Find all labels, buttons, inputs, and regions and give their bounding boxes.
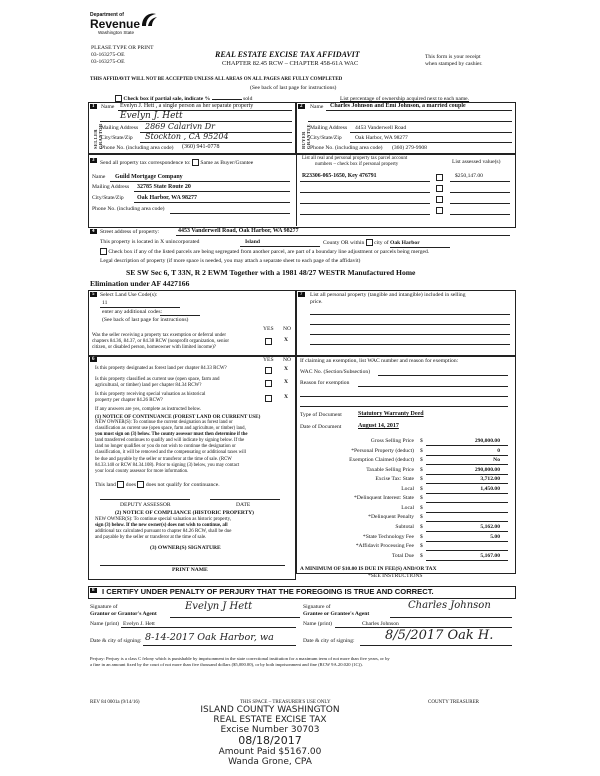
- tax-row-value: 5.00: [490, 533, 500, 540]
- tax-row-line: [426, 521, 508, 522]
- forest-q1-yes-checkbox[interactable]: [265, 367, 272, 374]
- segregated-row: [100, 248, 429, 256]
- print-type-note: PLEASE TYPE OR PRINT: [91, 45, 154, 51]
- buyer-mailing-label: Mailing Address: [310, 125, 348, 131]
- owner-signature-label: (3) OWNER(S) SIGNATURE: [150, 545, 221, 551]
- tax-row-line: [426, 560, 508, 561]
- additional-codes-label: enter any additional codes:: [102, 309, 163, 315]
- forest-question-1: Is this property designated as forest land per chapter 84.33 RCW?: [95, 366, 227, 371]
- personal-property-label-1: List all personal property (tangible and intangible) included in selling: [310, 292, 466, 298]
- buyer-side-label: BUYER GRANTEE: [301, 124, 311, 149]
- perjury-line-2: a fine in an amount fixed by the court of not more than five thousand dollars ($5,000.00), or by both imprisonment and fine (RCW 9A.20.020 (1C)).: [90, 662, 363, 667]
- seller-signature-name: Evelyn J. Hett: [120, 111, 183, 121]
- tax-row-currency: $: [420, 533, 423, 540]
- seller-city-label: City/State/Zip: [101, 135, 133, 141]
- section-5-number: 5: [92, 292, 95, 297]
- tax-row-value: 3,712.00: [480, 476, 500, 483]
- grantee-sig-label-1: Signature of: [303, 604, 331, 610]
- parcel-personal-checkbox-2[interactable]: [436, 185, 443, 192]
- notice-2-line: additional tax calculated pursuant to chapter 84.26 RCW, shall be due: [95, 529, 232, 535]
- notice-2-body: [95, 517, 231, 541]
- forest-no-header: NO: [283, 357, 292, 363]
- tax-row-currency: $: [420, 476, 423, 483]
- tax-row-label: Local: [401, 504, 414, 511]
- stamp-line: Amount Paid $5167.00: [218, 747, 322, 757]
- seller-mailing-label: Mailing Address: [101, 125, 139, 131]
- form-subtitle: CHAPTER 82.45 RCW – CHAPTER 458-61A WAC: [222, 60, 359, 67]
- dor-logo-line1: Department of: [90, 12, 124, 18]
- tax-row-label: Local: [401, 485, 414, 492]
- grantee-date-value: 8/5/2017 Oak H.: [385, 628, 494, 643]
- notice-1-line: land transferred continues to qualify and will indicate by signing below. If the: [95, 438, 245, 444]
- notice-2-line: and payable by the seller or transferor at the time of sale.: [95, 535, 207, 541]
- assessed-value: $250,147.00: [455, 173, 483, 179]
- does-qualify-checkbox[interactable]: [117, 481, 124, 488]
- county-value: Island: [245, 239, 260, 245]
- forest-q2-yes-checkbox[interactable]: [265, 380, 272, 387]
- legal-line-2: Elimination under AF 4427166: [90, 279, 190, 288]
- notice-1-line: be due and payable by the seller or transferor at the time of sale. (RCW: [95, 456, 232, 462]
- tax-row-currency: $: [420, 514, 423, 521]
- partial-sale-checkbox[interactable]: [115, 95, 122, 102]
- stamp-line: Excise Number 30703: [220, 725, 320, 735]
- tax-row-line: [426, 550, 508, 551]
- list-percentage-note: List percentage of ownership acquired next to each name.: [340, 96, 470, 102]
- personal-property-label-2: price.: [310, 299, 323, 305]
- tax-row-value: No: [493, 457, 500, 464]
- dor-logo: [90, 12, 160, 38]
- parcel-header-1: List all real and personal property tax parcel account: [302, 156, 408, 161]
- parcel-number-value: R23306-065-1650, Key 476791: [302, 173, 377, 179]
- tax-row-label: Gross Selling Price: [370, 438, 414, 444]
- parcel-personal-checkbox-1[interactable]: [436, 174, 443, 181]
- tax-row-currency: $: [420, 466, 423, 473]
- buyer-name-label: Name: [310, 104, 324, 110]
- personal-property-section: [296, 290, 516, 356]
- forest-question-2b: agricultural, or timber) land per chapter 84.34 RCW?: [95, 383, 202, 388]
- form-code-1: 03-163275-OE: [91, 52, 125, 58]
- same-as-buyer-checkbox[interactable]: [192, 159, 199, 166]
- document-type-label: Type of Document: [300, 412, 342, 418]
- corr-name-value: Guild Mortgage Company: [115, 174, 183, 180]
- dor-logo-line2: Revenue: [90, 17, 141, 31]
- grantee-print-value: Charles Johnson: [362, 621, 399, 627]
- exemption-question-1: Was the seller receiving a property tax exemption or deferral under: [92, 333, 226, 338]
- if-yes-note: If any answers are yes, complete as instructed below.: [95, 407, 202, 412]
- notice-1-line: 84.33.140 or RCW 84.34.108). Prior to signing (3) below, you may contact: [95, 462, 240, 468]
- tax-row-label: *Delinquent Interest: State: [354, 495, 414, 502]
- assessed-header: List assessed value(s): [452, 159, 501, 165]
- seller-name-value: Evelyn J. Hett , a single person as her separate property: [120, 103, 254, 109]
- forest-question-3a: Is this property receiving special valuation as historical: [95, 392, 206, 397]
- document-type-value: Statutory Warranty Deed: [358, 411, 424, 417]
- tax-row-label: Subtotal: [395, 523, 414, 530]
- stamp-line: ISLAND COUNTY WASHINGTON: [200, 705, 340, 715]
- grantor-sig-label-1: Signature of: [90, 604, 118, 610]
- parcel-personal-checkbox-4[interactable]: [436, 207, 443, 214]
- notice-2-line: NEW OWNER(S): To continue special valuation as historic property,: [95, 517, 231, 522]
- tax-row-label: *Personal Property (deduct): [351, 447, 414, 454]
- legal-line-1: SE SW Sec 6, T 33N, R 2 EWM Together with a 1981 48/27 WESTR Manufactured Home: [126, 268, 416, 277]
- notice-1-line: you must sign on (3) below. The county assessor must then determine if the: [95, 432, 248, 438]
- county-or-within-label: County OR within: [323, 239, 365, 246]
- see-instructions-note: *SEE INSTRUCTIONS: [368, 573, 423, 579]
- forest-q2-no-answer: X: [284, 379, 289, 385]
- tax-row-value: 0: [497, 447, 500, 454]
- does-not-label: does not qualify for continuance.: [145, 481, 220, 488]
- tax-row-label: Total Due: [391, 552, 414, 559]
- dor-swoosh-icon: [140, 12, 158, 28]
- notice-1-line: your local county assessor for more information.: [95, 468, 189, 474]
- partial-sale-label: Check box if partial sale, indicate %: [123, 95, 211, 102]
- perjury-line-1: Perjury: Perjury is a class C felony which is punishable by imprisonment in the state correctional institution for a maximum term of not more than five years, or by: [90, 656, 390, 661]
- seller-city-value: Stockton , CA 95204: [145, 132, 229, 141]
- street-address-label: Street address of property:: [100, 229, 160, 235]
- grantee-signature: Charles Johnson: [408, 600, 491, 611]
- tax-row-line: [426, 502, 508, 503]
- tax-row-line: [426, 493, 508, 494]
- print-name-label: PRINT NAME: [172, 567, 208, 573]
- section-7-number: 7: [300, 292, 303, 297]
- tax-row-currency: $: [420, 523, 423, 530]
- tax-row-label: Taxable Selling Price: [366, 466, 414, 473]
- same-as-buyer-label: Same as Buyer/Grantee: [200, 159, 254, 166]
- stamp-line: Wanda Grone, CPA: [228, 757, 312, 767]
- forest-yes-header: YES: [263, 357, 274, 363]
- notice-2-title: (2) NOTICE OF COMPLIANCE (HISTORIC PROPERTY): [115, 510, 254, 516]
- tax-row-value: 1,450.00: [480, 485, 500, 492]
- this-land-label: This land: [95, 481, 116, 488]
- grantee-print-label: Name (print): [303, 621, 333, 627]
- forest-q1-no-answer: X: [284, 366, 289, 372]
- forest-q3-yes-checkbox[interactable]: [265, 395, 272, 402]
- tax-row-currency: $: [420, 457, 423, 464]
- grantor-print-value: Evelyn J. Hett: [123, 621, 155, 627]
- exemption-reason-label: Reason for exemption: [300, 380, 350, 386]
- tax-row-value: 290,000.00: [474, 466, 500, 473]
- corr-city-label: City/State/Zip: [92, 195, 124, 201]
- buyer-city-label: City/State/Zip: [310, 135, 342, 141]
- legal-description-label: Legal description of property (if more space is needed, you may attach a separate sheet to each page of the affidavit): [100, 258, 361, 264]
- form-code-2: 03-163275-OE: [91, 59, 125, 65]
- notice-2-line: sign (3) below. If the new owner(s) does not wish to continue, all: [95, 523, 228, 529]
- section-8-number: 8: [92, 588, 95, 593]
- document-date-label: Date of Document: [300, 424, 342, 430]
- tax-row-label: *Delinquent Penalty: [368, 514, 414, 521]
- buyer-name-value: Charles Johnson and Emi Johnson, a married couple: [330, 103, 466, 109]
- grantor-print-label: Name (print): [90, 621, 120, 627]
- tax-row-line: [426, 541, 508, 542]
- tax-row-line: [426, 464, 508, 465]
- tax-row-label: Exemption Claimed (deduct): [349, 457, 414, 464]
- city-of-label: city of: [374, 239, 389, 246]
- form-title: REAL ESTATE EXCISE TAX AFFIDAVIT: [215, 50, 360, 59]
- grantee-sig-label-2: Grantee or Grantee's Agent: [303, 611, 370, 617]
- treasurer-stamp: [160, 705, 380, 767]
- lu-yes-header: YES: [263, 326, 274, 332]
- seller-name-label: Name: [101, 104, 115, 110]
- claiming-exemption-label: If claiming an exemption, list WAC number and reason for exemption:: [300, 358, 459, 364]
- send-correspondence-label: Send all property tax correspondence to:: [100, 159, 191, 166]
- exemption-no-answer: X: [284, 337, 289, 343]
- tax-row-value: 5,162.00: [480, 523, 500, 530]
- tax-row-currency: $: [420, 447, 423, 454]
- warning-text: THIS AFFIDAVIT WILL NOT BE ACCEPTED UNLESS ALL AREAS ON ALL PAGES ARE FULLY COMPLETED: [90, 77, 343, 82]
- section-3-number: 3: [92, 158, 95, 163]
- receipt-note-2: when stamped by cashier.: [425, 61, 483, 67]
- wac-number-label: WAC No. (Section/Subsection): [300, 369, 371, 375]
- seller-phone-label: Phone No. (including area code): [101, 145, 174, 151]
- exemption-yes-checkbox[interactable]: [265, 338, 272, 345]
- segregated-checkbox[interactable]: [100, 248, 107, 255]
- notice-1-line: NEW OWNER(S): To continue the current designation as forest land or: [95, 420, 233, 425]
- corr-phone-label: Phone No. (including area code): [92, 206, 165, 212]
- tax-row-line: [426, 445, 508, 446]
- parcel-personal-checkbox-3[interactable]: [436, 196, 443, 203]
- parcel-header-2: numbers – check box if personal property: [315, 162, 399, 167]
- tax-row-currency: $: [420, 438, 423, 444]
- tax-row-value: 5,167.00: [480, 552, 500, 559]
- grantee-date-label: Date & city of signing:: [303, 638, 355, 644]
- receipt-note-1: This form is your receipt: [425, 54, 481, 60]
- deputy-assessor-label: DEPUTY ASSESSOR: [120, 502, 171, 508]
- within-city-checkbox[interactable]: [366, 239, 373, 246]
- notice-1-title: (1) NOTICE OF CONTINUANCE (FOREST LAND OR CURRENT USE): [95, 414, 261, 420]
- tax-row-line: [426, 455, 508, 456]
- street-address-value: 4453 Vanderwell Road, Oak Harbor, WA 98277: [178, 228, 299, 234]
- tax-row-currency: $: [420, 485, 423, 492]
- send-correspondence-row: [100, 159, 253, 167]
- tax-row-line: [426, 474, 508, 475]
- forest-question-2a: Is this property classified as current use (open space, farm and: [95, 377, 220, 382]
- tax-row-currency: $: [420, 495, 423, 502]
- minimum-fee-note: A MINIMUM OF $10.00 IS DUE IN FEE(S) AND/OR TAX: [300, 566, 437, 572]
- land-use-code-value: 11: [102, 300, 108, 306]
- city-value: Oak Harbor: [390, 240, 450, 248]
- treasurer-use-label: THIS SPACE – TREASURER'S USE ONLY: [240, 700, 331, 705]
- buyer-phone-value: (360) 279-9908: [392, 145, 427, 151]
- exemption-question-2: chapters 84.36, 84.37, or 84.38 RCW (nonprofit organization, senior: [92, 339, 230, 344]
- forest-q3-no-answer: X: [284, 394, 289, 400]
- section-4-number: 4: [92, 229, 95, 234]
- county-treasurer-label: COUNTY TREASURER: [428, 700, 479, 705]
- section-2-number: 2: [300, 104, 303, 109]
- land-use-label: Select Land Use Code(s):: [100, 292, 158, 298]
- tax-row-label: Excise Tax: State: [375, 476, 414, 483]
- tax-row-line: [426, 531, 508, 532]
- notice-1-line: land no longer qualifies or you do not wish to continue the designation or: [95, 444, 236, 450]
- seller-mailing-value: 2869 Calarivn Dr: [145, 122, 215, 131]
- grantor-sig-label-2: Grantor or Grantor's Agent: [90, 611, 157, 617]
- located-in-label: This property is located in X unincorporated: [100, 239, 200, 245]
- certify-statement: I CERTIFY UNDER PENALTY OF PERJURY THAT THE FOREGOING IS TRUE AND CORRECT.: [102, 587, 434, 596]
- does-label: does: [125, 481, 137, 488]
- notice-1-line: classification as current use (open space, farm and agriculture, or timber) land,: [95, 426, 246, 432]
- seller-phone-value: (360) 941-0778: [182, 144, 220, 150]
- buyer-phone-label: Phone No. (including area code): [310, 145, 383, 151]
- assessor-date-label: DATE: [236, 502, 251, 508]
- stamp-line: 08/18/2017: [238, 734, 302, 747]
- corr-name-label: Name: [92, 174, 106, 180]
- buyer-mailing-value: 4453 Vanderwell Road: [355, 125, 407, 131]
- exemption-question-3: citizen, or disabled person, homeowner with limited income)?: [92, 345, 216, 350]
- section-6-number: 6: [92, 357, 95, 362]
- corr-mailing-label: Mailing Address: [92, 184, 130, 190]
- tax-row-line: [426, 483, 508, 484]
- dor-logo-line3: Washington State: [98, 30, 135, 35]
- section-1-number: 1: [92, 104, 95, 109]
- tax-row-currency: $: [420, 543, 423, 550]
- notice-1-body: [95, 420, 248, 475]
- tax-row-value: 290,000.00: [474, 438, 500, 444]
- segregated-label: Check box if any of the listed parcels are being segregated from another parcel, are part of a boundary line adjustment or parcels being merged.: [108, 248, 430, 255]
- forest-question-3b: property per chapter 84.26 RCW?: [95, 398, 163, 403]
- lu-no-header: NO: [283, 326, 292, 332]
- buyer-city-value: Oak Harbor, WA 98277: [355, 135, 408, 141]
- rev-number: REV 84 0001a (9/14/16): [90, 700, 140, 705]
- corr-city-value: Oak Harbor, WA 98277: [137, 195, 198, 201]
- tax-row-label: *State Technology Fee: [362, 533, 414, 540]
- see-back-note: (See back of last page for instructions): [250, 85, 337, 91]
- corr-mailing-value: 32785 State Route 20: [137, 184, 191, 190]
- tax-row-label: *Affidavit Processing Fee: [355, 543, 414, 550]
- does-not-qualify-checkbox[interactable]: [137, 481, 144, 488]
- tax-row-currency: $: [420, 504, 423, 511]
- grantor-date-value: 8-14-2017 Oak Harbor, wa: [145, 632, 274, 643]
- document-date-value: August 14, 2017: [358, 423, 399, 429]
- city-row: [323, 239, 450, 248]
- notice-1-line: classification, it will be removed and the compensating or additional taxes will: [95, 450, 247, 456]
- seller-side-label: SELLER GRANTOR: [93, 123, 103, 149]
- land-use-see-back: (See back of last page for instructions): [102, 317, 189, 323]
- tax-row-line: [426, 512, 508, 513]
- sold-label: sold: [243, 95, 253, 102]
- grantor-signature: Evelyn J Hett: [185, 601, 253, 612]
- land-qualify-row: [95, 481, 220, 489]
- grantor-date-label: Date & city of signing:: [90, 638, 142, 644]
- stamp-line: REAL ESTATE EXCISE TAX: [213, 715, 327, 725]
- tax-row-currency: $: [420, 552, 423, 559]
